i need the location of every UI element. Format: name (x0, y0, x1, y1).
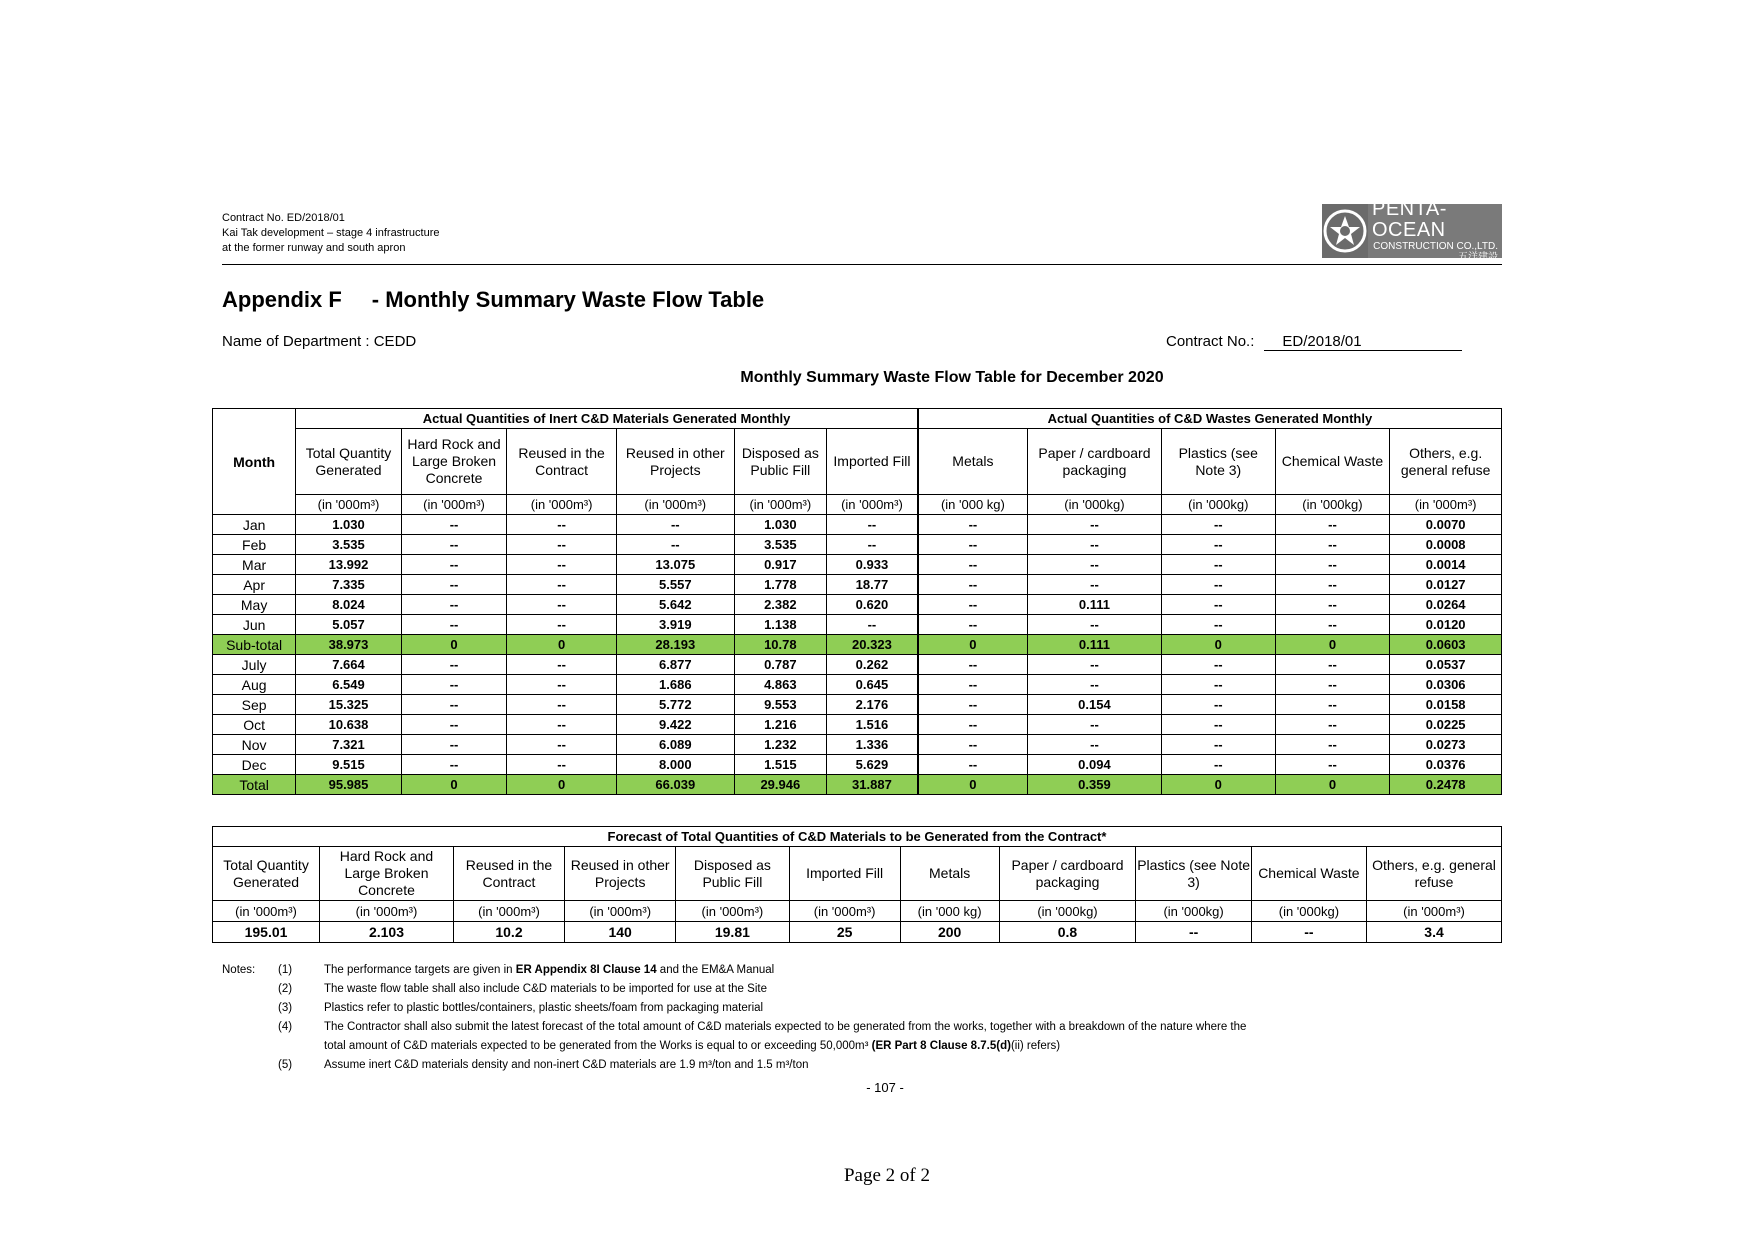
forecast-unit-header: (in '000kg) (1251, 901, 1366, 922)
table-cell: 5.057 (296, 615, 402, 635)
table-cell: 1.516 (827, 715, 918, 735)
column-header: Metals (918, 429, 1028, 495)
table-cell: 1.515 (734, 755, 826, 775)
table-cell: 10.638 (296, 715, 402, 735)
forecast-title: Forecast of Total Quantities of C&D Materials to be Generated from the Contract* (213, 827, 1502, 847)
table-cell: 0 (1275, 635, 1390, 655)
table-cell: -- (401, 655, 507, 675)
logo-subtitle: CONSTRUCTION CO.,LTD. (1373, 241, 1498, 252)
row-month-label: Sub-total (213, 635, 296, 655)
forecast-unit-header: (in '000m³) (565, 901, 676, 922)
table-cell: -- (1275, 535, 1390, 555)
table-row (213, 675, 1502, 695)
forecast-unit-header: (in '000m³) (213, 901, 320, 922)
table-cell: -- (507, 615, 617, 635)
table-cell: 0 (507, 775, 617, 795)
note-number: (3) (278, 1002, 293, 1014)
table-cell: 0.262 (827, 655, 918, 675)
table-cell: -- (1275, 715, 1390, 735)
inert-group-header: Actual Quantities of Inert C&D Materials Generated Monthly (296, 409, 918, 429)
table-cell: -- (918, 735, 1028, 755)
forecast-column-header: Reused in the Contract (453, 847, 564, 901)
table-cell: -- (1027, 655, 1161, 675)
logo-cjk: 五洋建設 (1458, 252, 1498, 263)
table-cell: 0 (507, 635, 617, 655)
table-cell: -- (1161, 595, 1275, 615)
table-cell: 2.382 (734, 595, 826, 615)
table-row (213, 635, 1502, 655)
table-cell: 13.992 (296, 555, 402, 575)
table-cell: 7.321 (296, 735, 402, 755)
table-cell: -- (401, 555, 507, 575)
table-cell: -- (401, 575, 507, 595)
table-cell: -- (507, 715, 617, 735)
row-month-label: Mar (213, 555, 296, 575)
table-cell: -- (1161, 675, 1275, 695)
table-cell: -- (507, 515, 617, 535)
unit-header: (in '000m³) (1390, 495, 1502, 515)
table-cell: 2.176 (827, 695, 918, 715)
row-month-label: Jan (213, 515, 296, 535)
table-cell: -- (1275, 655, 1390, 675)
header-project-line: Kai Tak development – stage 4 infrastructure (222, 227, 440, 239)
table-cell: -- (918, 695, 1028, 715)
table-cell: -- (507, 555, 617, 575)
table-cell: -- (1027, 575, 1161, 595)
table-cell: 0.111 (1027, 595, 1161, 615)
table-cell: 0.094 (1027, 755, 1161, 775)
table-row (213, 775, 1502, 795)
logo-star-icon (1322, 204, 1368, 258)
forecast-column-header: Metals (900, 847, 999, 901)
table-cell: 9.422 (616, 715, 734, 735)
table-cell: -- (401, 715, 507, 735)
table-cell: -- (918, 575, 1028, 595)
table-title: Monthly Summary Waste Flow Table for December 2020 (740, 369, 1164, 386)
note-number: (2) (278, 983, 293, 995)
table-cell: -- (1275, 615, 1390, 635)
table-row (213, 615, 1502, 635)
table-cell: -- (401, 515, 507, 535)
table-cell: 0.0070 (1390, 515, 1502, 535)
note-4: The Contractor shall also submit the latest forecast of the total amount of C&D materials expected to be generated from the works, together with a breakdown of the nature where the total amount of C&D materials expected to be generated from the Works is equal to or exceeding 50,000m³ (ER Part 8 Clause 8.7.5(d)(ii) refers) (324, 1021, 1247, 1052)
table-cell: 7.335 (296, 575, 402, 595)
table-row (213, 595, 1502, 615)
table-cell: -- (507, 595, 617, 615)
table-cell: 0 (1275, 775, 1390, 795)
table-cell: 0.0158 (1390, 695, 1502, 715)
table-cell: -- (1027, 535, 1161, 555)
note-5: Assume inert C&D materials density and non-inert C&D materials are 1.9 m³/ton and 1.5 m³/ton (324, 1059, 809, 1071)
table-row (213, 735, 1502, 755)
forecast-column-header: Paper / cardboard packaging (999, 847, 1136, 901)
forecast-value: 3.4 (1367, 922, 1502, 943)
contract-value: ED/2018/01 (1264, 333, 1462, 351)
column-header: Chemical Waste (1275, 429, 1390, 495)
table-cell: 0.645 (827, 675, 918, 695)
table-row (213, 655, 1502, 675)
table-cell: -- (401, 675, 507, 695)
table-cell: 0.0273 (1390, 735, 1502, 755)
row-month-label: July (213, 655, 296, 675)
table-cell: 3.535 (296, 535, 402, 555)
forecast-table (212, 826, 1502, 943)
table-cell: 0 (1161, 635, 1275, 655)
document-header (222, 211, 439, 256)
table-cell: 0.0306 (1390, 675, 1502, 695)
unit-header: (in '000 kg) (918, 495, 1028, 515)
table-cell: 1.686 (616, 675, 734, 695)
table-cell: -- (827, 535, 918, 555)
row-month-label: Jun (213, 615, 296, 635)
table-cell: 0 (918, 635, 1028, 655)
table-cell: 0.0008 (1390, 535, 1502, 555)
table-cell: -- (1027, 555, 1161, 575)
unit-header: (in '000kg) (1027, 495, 1161, 515)
table-cell: 0.787 (734, 655, 826, 675)
table-cell: 0.0014 (1390, 555, 1502, 575)
table-cell: -- (401, 595, 507, 615)
unit-header: (in '000m³) (827, 495, 918, 515)
table-cell: 1.216 (734, 715, 826, 735)
table-cell: 1.336 (827, 735, 918, 755)
unit-header: (in '000m³) (507, 495, 617, 515)
column-header: Disposed as Public Fill (734, 429, 826, 495)
table-cell: -- (401, 735, 507, 755)
table-cell: 5.772 (616, 695, 734, 715)
forecast-unit-header: (in '000m³) (320, 901, 454, 922)
table-cell: 0.2478 (1390, 775, 1502, 795)
table-row (213, 515, 1502, 535)
table-cell: 18.77 (827, 575, 918, 595)
table-cell: 5.629 (827, 755, 918, 775)
row-month-label: May (213, 595, 296, 615)
forecast-column-header: Disposed as Public Fill (676, 847, 789, 901)
forecast-column-header: Total Quantity Generated (213, 847, 320, 901)
table-row (213, 755, 1502, 775)
company-logo (1322, 198, 1502, 263)
forecast-value: 25 (789, 922, 900, 943)
header-location-line: at the former runway and south apron (222, 242, 406, 254)
column-header: Imported Fill (827, 429, 918, 495)
department-name: Name of Department : CEDD (222, 333, 417, 350)
table-cell: 3.535 (734, 535, 826, 555)
table-cell: 0.0376 (1390, 755, 1502, 775)
table-cell: -- (1027, 715, 1161, 735)
forecast-unit-header: (in '000m³) (676, 901, 789, 922)
table-cell: 6.089 (616, 735, 734, 755)
table-cell: 8.024 (296, 595, 402, 615)
forecast-column-header: Plastics (see Note 3) (1136, 847, 1251, 901)
monthly-waste-table (212, 408, 1502, 795)
table-cell: -- (1275, 675, 1390, 695)
header-contract-line: Contract No. ED/2018/01 (222, 212, 345, 224)
table-row (213, 555, 1502, 575)
table-cell: 5.642 (616, 595, 734, 615)
forecast-value: -- (1251, 922, 1366, 943)
notes-section (222, 961, 1494, 1075)
table-cell: 1.138 (734, 615, 826, 635)
table-cell: -- (918, 615, 1028, 635)
table-cell: -- (507, 695, 617, 715)
table-cell: -- (918, 655, 1028, 675)
table-cell: -- (1161, 655, 1275, 675)
forecast-column-header: Hard Rock and Large Broken Concrete (320, 847, 454, 901)
table-cell: -- (401, 755, 507, 775)
contract-number (1166, 333, 1462, 351)
table-cell: 6.549 (296, 675, 402, 695)
table-cell: -- (507, 675, 617, 695)
table-cell: 0 (1161, 775, 1275, 795)
table-cell: -- (918, 595, 1028, 615)
table-cell: 5.557 (616, 575, 734, 595)
table-cell: 0.917 (734, 555, 826, 575)
forecast-unit-header: (in '000m³) (1367, 901, 1502, 922)
table-cell: 38.973 (296, 635, 402, 655)
forecast-unit-header: (in '000m³) (789, 901, 900, 922)
unit-header: (in '000m³) (616, 495, 734, 515)
table-cell: 0.0225 (1390, 715, 1502, 735)
table-cell: 0.0120 (1390, 615, 1502, 635)
row-month-label: Feb (213, 535, 296, 555)
column-header: Reused in other Projects (616, 429, 734, 495)
table-cell: 9.553 (734, 695, 826, 715)
page-number: - 107 - (866, 1080, 904, 1095)
page-of-total: Page 2 of 2 (843, 1165, 930, 1186)
table-cell: 0 (918, 775, 1028, 795)
table-cell: -- (1027, 615, 1161, 635)
table-cell: -- (1275, 555, 1390, 575)
forecast-value: 10.2 (453, 922, 564, 943)
appendix-title: - Monthly Summary Waste Flow Table (371, 287, 765, 312)
table-cell: 0 (401, 775, 507, 795)
table-cell: 6.877 (616, 655, 734, 675)
table-cell: 1.030 (734, 515, 826, 535)
note-3: Plastics refer to plastic bottles/containers, plastic sheets/foam from packaging material (324, 1002, 764, 1014)
table-cell: -- (1161, 535, 1275, 555)
unit-header: (in '000kg) (1275, 495, 1390, 515)
table-cell: 66.039 (616, 775, 734, 795)
table-cell: -- (1027, 515, 1161, 535)
table-cell: 95.985 (296, 775, 402, 795)
table-cell: -- (507, 655, 617, 675)
table-cell: -- (918, 675, 1028, 695)
table-cell: 1.232 (734, 735, 826, 755)
table-cell: 15.325 (296, 695, 402, 715)
table-cell: 3.919 (616, 615, 734, 635)
table-cell: -- (1275, 755, 1390, 775)
table-cell: 1.030 (296, 515, 402, 535)
table-cell: -- (401, 535, 507, 555)
note-1: The performance targets are given in ER Appendix 8I Clause 14 and the EM&A Manual (324, 964, 775, 976)
logo-wordmark: PENTA-OCEAN (1372, 198, 1447, 241)
row-month-label: Oct (213, 715, 296, 735)
forecast-unit-header: (in '000 kg) (900, 901, 999, 922)
table-cell: -- (1161, 715, 1275, 735)
row-month-label: Nov (213, 735, 296, 755)
column-header: Plastics (see Note 3) (1161, 429, 1275, 495)
table-cell: 0.359 (1027, 775, 1161, 795)
table-cell: 28.193 (616, 635, 734, 655)
table-cell: -- (918, 555, 1028, 575)
forecast-value: 2.103 (320, 922, 454, 943)
row-month-label: Dec (213, 755, 296, 775)
waste-group-header: Actual Quantities of C&D Wastes Generated Monthly (918, 409, 1502, 429)
table-cell: -- (918, 515, 1028, 535)
table-cell: -- (507, 735, 617, 755)
table-cell: 20.323 (827, 635, 918, 655)
table-row (213, 715, 1502, 735)
table-cell: 0.933 (827, 555, 918, 575)
table-cell: 9.515 (296, 755, 402, 775)
table-cell: -- (827, 515, 918, 535)
forecast-unit-header: (in '000m³) (453, 901, 564, 922)
table-cell: 0.111 (1027, 635, 1161, 655)
table-cell: -- (401, 615, 507, 635)
row-month-label: Total (213, 775, 296, 795)
table-cell: 0.0537 (1390, 655, 1502, 675)
table-cell: -- (1161, 515, 1275, 535)
table-cell: -- (507, 755, 617, 775)
note-number: (5) (278, 1059, 293, 1071)
table-cell: -- (1275, 515, 1390, 535)
table-cell: -- (1027, 735, 1161, 755)
table-cell: -- (1161, 755, 1275, 775)
unit-header: (in '000m³) (734, 495, 826, 515)
table-cell: 13.075 (616, 555, 734, 575)
note-number: (4) (278, 1021, 293, 1033)
forecast-value: 195.01 (213, 922, 320, 943)
note-number: (1) (278, 964, 293, 976)
header-divider (222, 264, 1502, 265)
table-cell: 0 (401, 635, 507, 655)
notes-label: Notes: (222, 964, 256, 976)
table-row (213, 575, 1502, 595)
table-cell: -- (507, 535, 617, 555)
table-cell: -- (507, 575, 617, 595)
forecast-column-header: Imported Fill (789, 847, 900, 901)
column-header: Others, e.g. general refuse (1390, 429, 1502, 495)
row-month-label: Aug (213, 675, 296, 695)
table-cell: -- (1161, 615, 1275, 635)
table-cell: 1.778 (734, 575, 826, 595)
table-cell: -- (1275, 735, 1390, 755)
table-cell: 0.154 (1027, 695, 1161, 715)
forecast-column-header: Others, e.g. general refuse (1367, 847, 1502, 901)
table-cell: -- (401, 695, 507, 715)
table-cell: 0.620 (827, 595, 918, 615)
table-cell: -- (616, 535, 734, 555)
forecast-unit-header: (in '000kg) (1136, 901, 1251, 922)
row-month-label: Sep (213, 695, 296, 715)
table-cell: 8.000 (616, 755, 734, 775)
table-cell: 31.887 (827, 775, 918, 795)
row-month-label: Apr (213, 575, 296, 595)
table-cell: -- (1161, 695, 1275, 715)
table-cell: 10.78 (734, 635, 826, 655)
column-header: Reused in the Contract (507, 429, 617, 495)
contract-label: Contract No.: (1166, 333, 1255, 350)
column-header: Total Quantity Generated (296, 429, 402, 495)
forecast-column-header: Chemical Waste (1251, 847, 1366, 901)
table-cell: -- (918, 535, 1028, 555)
forecast-column-header: Reused in other Projects (565, 847, 676, 901)
table-cell: -- (616, 515, 734, 535)
month-header: Month (213, 409, 296, 515)
column-header: Paper / cardboard packaging (1027, 429, 1161, 495)
table-cell: -- (1161, 555, 1275, 575)
table-row (213, 695, 1502, 715)
table-cell: 0.0603 (1390, 635, 1502, 655)
forecast-value: 200 (900, 922, 999, 943)
table-cell: -- (1027, 675, 1161, 695)
table-cell: -- (1275, 575, 1390, 595)
appendix-label: Appendix F (222, 287, 342, 312)
table-cell: -- (918, 755, 1028, 775)
forecast-value: 140 (565, 922, 676, 943)
column-header: Hard Rock and Large Broken Concrete (401, 429, 507, 495)
table-cell: 0.0264 (1390, 595, 1502, 615)
unit-header: (in '000m³) (296, 495, 402, 515)
note-2: The waste flow table shall also include C&D materials to be imported for use at the Site (324, 983, 767, 995)
table-cell: -- (1161, 575, 1275, 595)
table-row (213, 535, 1502, 555)
table-cell: 0.0127 (1390, 575, 1502, 595)
unit-header: (in '000m³) (401, 495, 507, 515)
table-cell: 29.946 (734, 775, 826, 795)
table-cell: 7.664 (296, 655, 402, 675)
table-cell: -- (1161, 735, 1275, 755)
forecast-value: -- (1136, 922, 1251, 943)
table-cell: -- (1275, 595, 1390, 615)
forecast-value: 0.8 (999, 922, 1136, 943)
table-cell: -- (918, 715, 1028, 735)
table-cell: -- (827, 615, 918, 635)
unit-header: (in '000kg) (1161, 495, 1275, 515)
table-cell: 4.863 (734, 675, 826, 695)
forecast-unit-header: (in '000kg) (999, 901, 1136, 922)
forecast-value: 19.81 (676, 922, 789, 943)
table-cell: -- (1275, 695, 1390, 715)
appendix-heading (222, 287, 764, 313)
